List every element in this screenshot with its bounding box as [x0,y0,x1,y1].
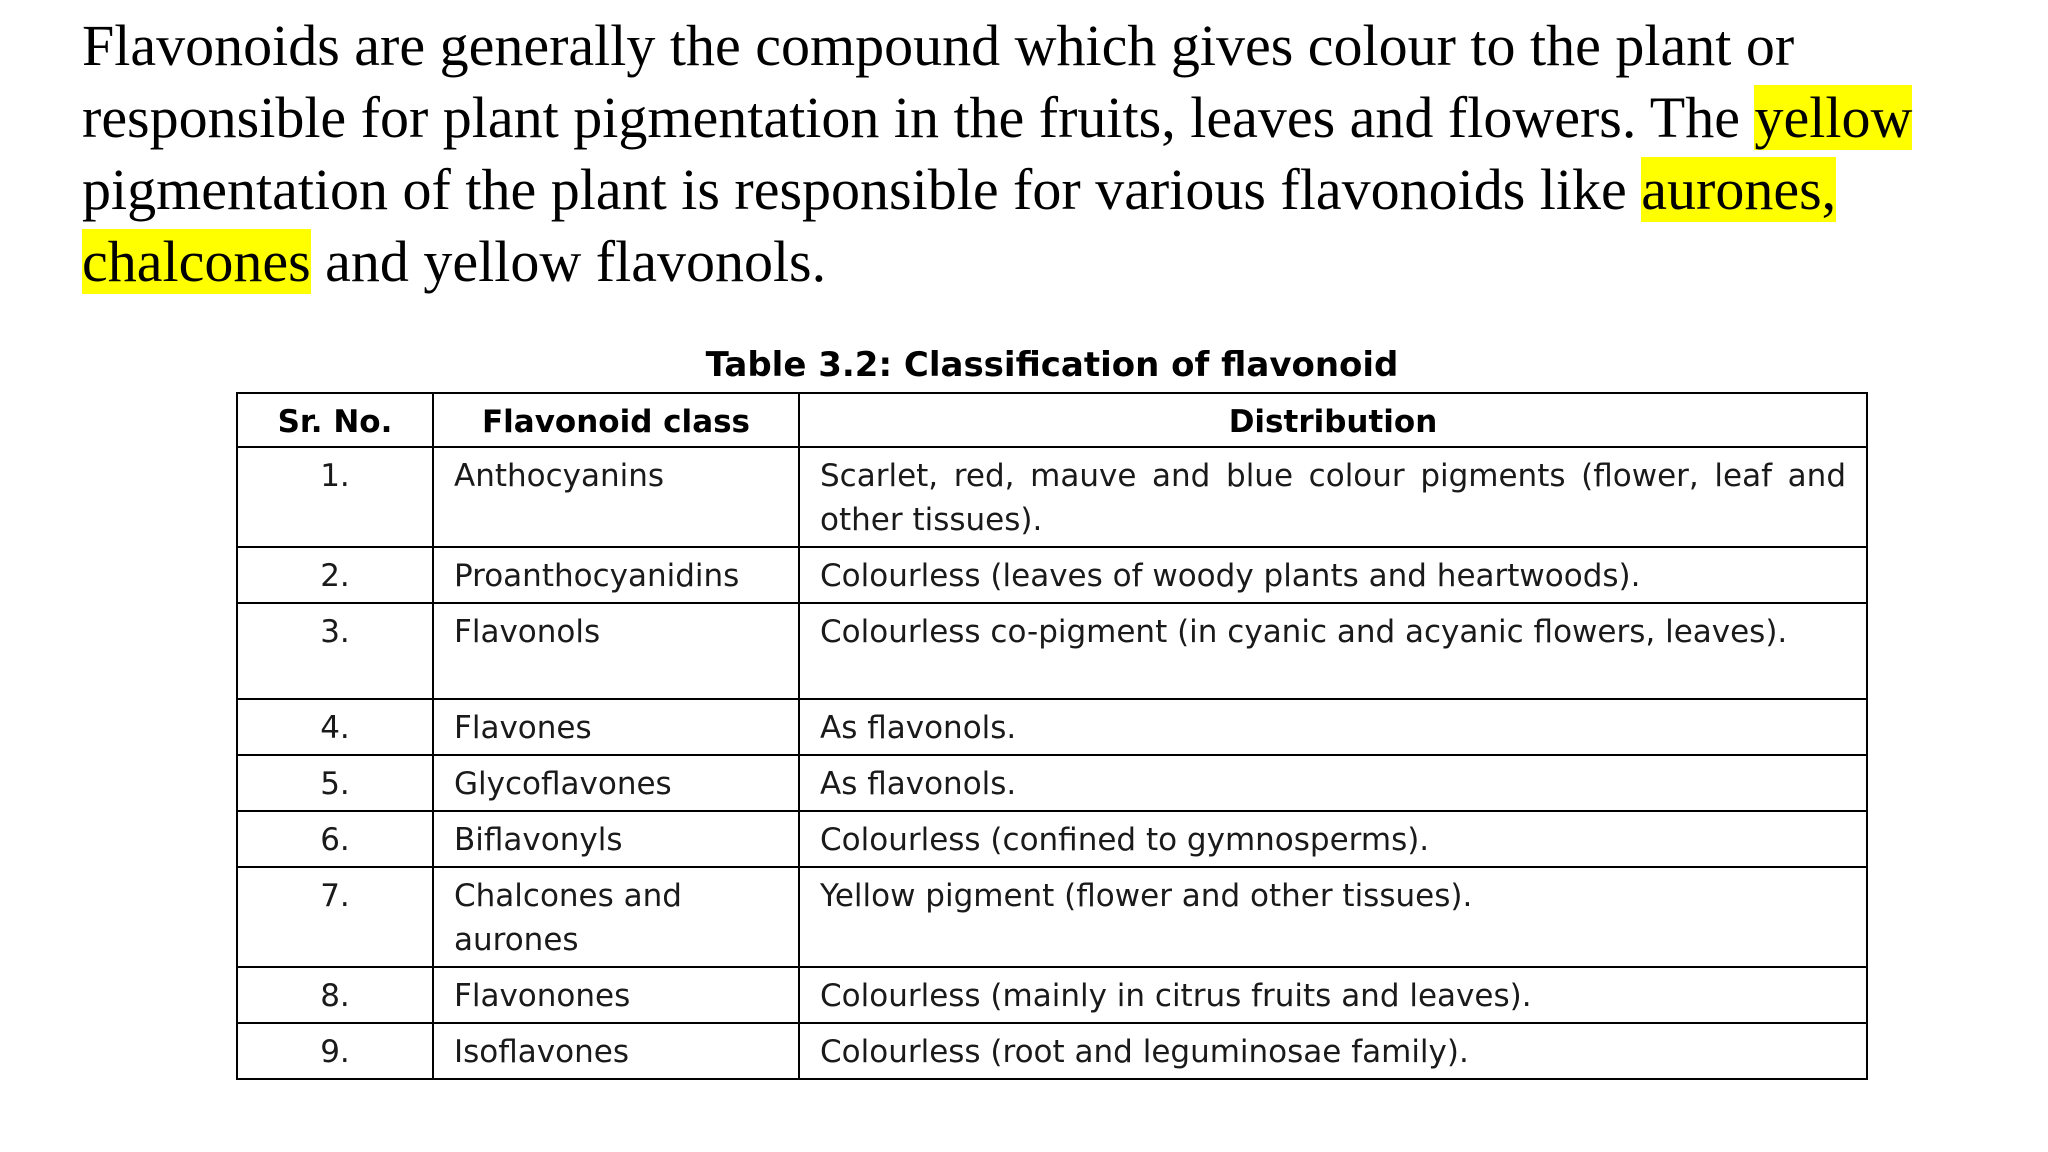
table-row [237,603,1867,699]
cell-class: Flavonols [433,603,799,699]
table-row [237,867,1867,967]
cell-distribution: Colourless (root and leguminosae family). [799,1023,1867,1079]
table-row [237,811,1867,867]
cell-sr-no: 6. [237,811,433,867]
cell-sr-no: 2. [237,547,433,603]
cell-sr-no: 9. [237,1023,433,1079]
cell-class: Flavonones [433,967,799,1023]
cell-class: Anthocyanins [433,447,799,547]
table-header-row [237,393,1867,447]
cell-sr-no: 7. [237,867,433,967]
table-row [237,447,1867,547]
cell-distribution: As flavonols. [799,755,1867,811]
cell-class: Glycoflavones [433,755,799,811]
cell-class: Proanthocyanidins [433,547,799,603]
table-caption: Table 3.2: Classification of flavonoid [705,345,1399,385]
paragraph-text: pigmentation of the plant is responsible for various flavonoids like [82,157,1642,222]
cell-class: Isoflavones [433,1023,799,1079]
table-row [237,547,1867,603]
cell-class: Flavones [433,699,799,755]
cell-distribution: Colourless (mainly in citrus fruits and leaves). [799,967,1867,1023]
cell-distribution: Colourless (leaves of woody plants and heartwoods). [799,547,1867,603]
table-row [237,755,1867,811]
header-distribution: Distribution [799,393,1867,447]
cell-class: Chalcones and aurones [433,867,799,967]
table-row [237,699,1867,755]
table-row [237,1023,1867,1079]
cell-distribution: Scarlet, red, mauve and blue colour pigments (flower, leaf and other tissues). [799,447,1867,547]
paragraph-text: and yellow flavonols. [310,229,827,294]
table-row [237,967,1867,1023]
cell-sr-no: 4. [237,699,433,755]
flavonoid-classification-table [236,392,1868,1080]
header-flavonoid-class: Flavonoid class [433,393,799,447]
cell-distribution: As flavonols. [799,699,1867,755]
header-sr-no: Sr. No. [237,393,433,447]
cell-sr-no: 1. [237,447,433,547]
highlight-yellow: yellow [1754,85,1913,150]
cell-distribution: Colourless (confined to gymnosperms). [799,811,1867,867]
cell-sr-no: 8. [237,967,433,1023]
cell-distribution: Yellow pigment (flower and other tissues). [799,867,1867,967]
intro-paragraph [82,10,2022,298]
highlight-aurones: aurones, [1641,157,1837,222]
cell-distribution: Colourless co-pigment (in cyanic and acyanic flowers, leaves). [799,603,1867,699]
cell-sr-no: 3. [237,603,433,699]
highlight-chalcones: chalcones [82,229,311,294]
cell-sr-no: 5. [237,755,433,811]
cell-class: Biflavonyls [433,811,799,867]
paragraph-text: Flavonoids are generally the compound which gives colour to the plant or responsible for plant pigmentation in the fruits, leaves and flowers. The [82,13,1795,150]
